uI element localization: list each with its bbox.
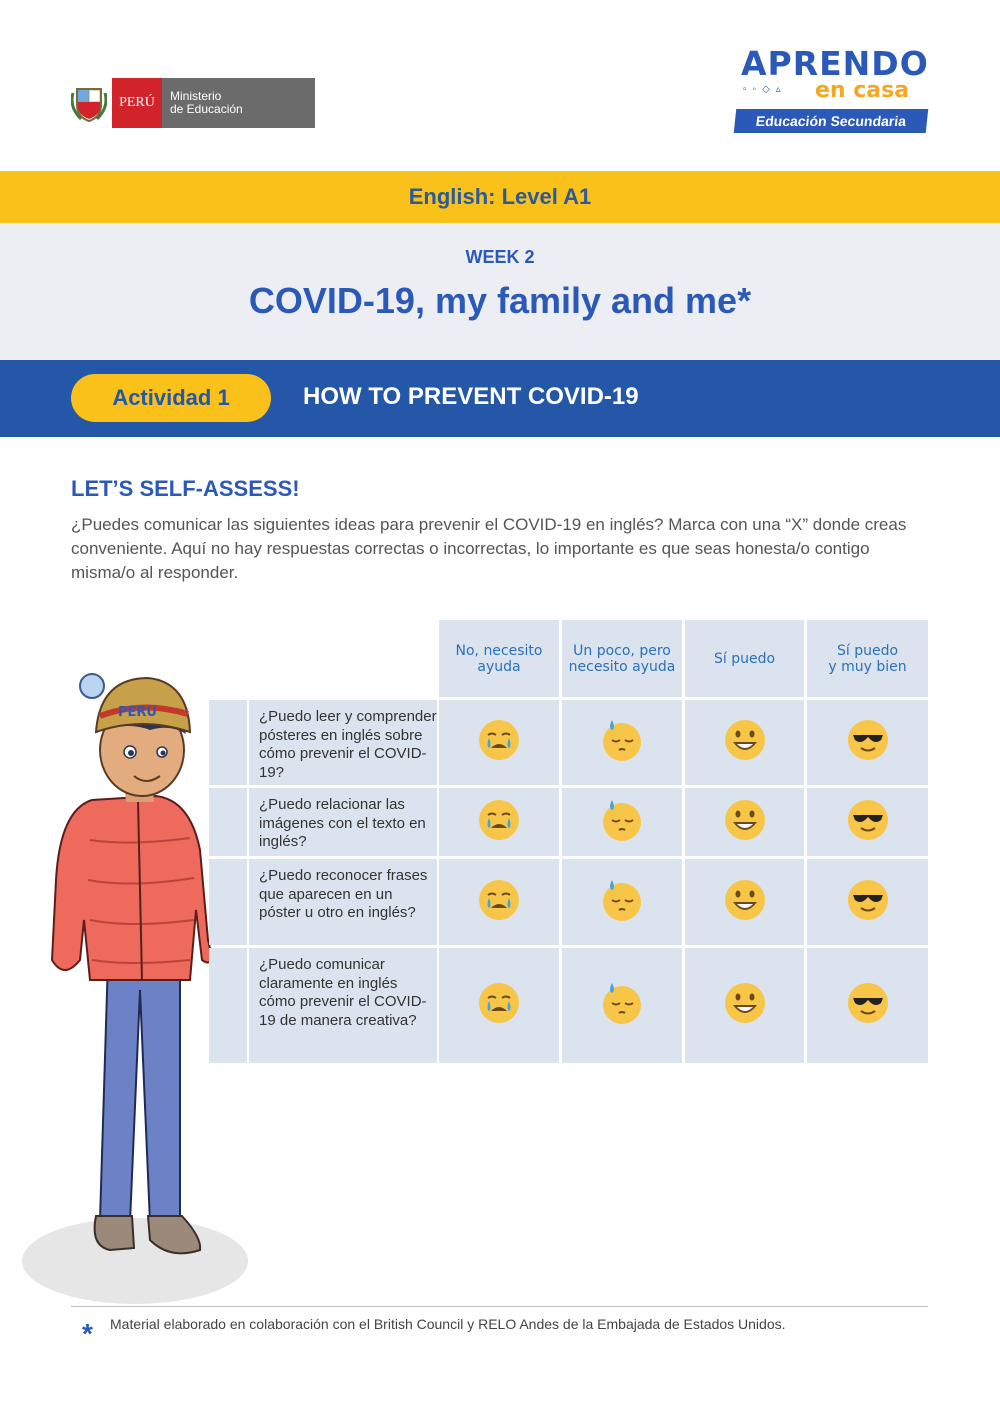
option-cell[interactable] — [685, 948, 804, 1063]
option-cell[interactable] — [562, 859, 682, 945]
activity-pill: Actividad 1 — [71, 374, 271, 422]
question-cell: ¿Puedo relacionar las imágenes con el texto en inglés? — [249, 788, 437, 856]
option-cell[interactable] — [807, 948, 928, 1063]
sunglasses-face-icon — [846, 878, 890, 927]
sunglasses-face-icon — [846, 798, 890, 847]
ministry-label — [162, 78, 315, 128]
column-header — [439, 620, 559, 697]
question-cell: ¿Puedo reconocer frases que aparecen en un póster u otro en inglés? — [249, 859, 437, 945]
activity-title: HOW TO PREVENT COVID-19 — [303, 383, 639, 410]
question-cell: ¿Puedo comunicar claramente en inglés cómo prevenir el COVID-19 de manera creativa? — [249, 948, 437, 1063]
hat-text: PERU — [118, 705, 157, 720]
column-header-line: necesito ayuda — [568, 658, 676, 675]
footer-divider — [71, 1306, 928, 1307]
brand-line-2: en casa — [815, 78, 910, 103]
option-cell[interactable] — [562, 788, 682, 856]
option-cell[interactable] — [439, 859, 559, 945]
row-spacer — [209, 948, 247, 1063]
sweat-face-icon — [600, 798, 644, 847]
brand-line-1: APRENDO — [741, 44, 929, 83]
sunglasses-face-icon — [846, 718, 890, 767]
week-label: WEEK 2 — [465, 247, 535, 267]
smiling-face-icon — [723, 878, 767, 927]
option-cell[interactable] — [685, 700, 804, 785]
sweat-face-icon — [600, 878, 644, 927]
aprendo-en-casa-logo — [735, 44, 930, 139]
brand-tag: Educación Secundaria — [734, 109, 929, 133]
column-header-line: y muy bien — [828, 658, 907, 675]
crying-face-icon — [477, 718, 521, 767]
option-cell[interactable] — [439, 948, 559, 1063]
row-spacer — [209, 700, 247, 785]
smiling-face-icon — [723, 981, 767, 1030]
option-cell[interactable] — [685, 788, 804, 856]
column-header-line: Sí puedo — [836, 642, 899, 659]
column-header-line: Un poco, pero — [573, 642, 671, 659]
ministry-line-1: Ministerio — [170, 89, 222, 103]
option-cell[interactable] — [807, 859, 928, 945]
column-header — [685, 620, 804, 697]
peru-label: PERÚ — [112, 78, 162, 128]
option-cell[interactable] — [807, 700, 928, 785]
footnote: Material elaborado en colaboración con el British Council y RELO Andes de la Embajada de Estados Unidos. — [110, 1316, 786, 1332]
footnote-mark: * — [82, 1318, 93, 1349]
page-title: COVID-19, my family and me* — [248, 280, 752, 321]
self-assessment-table — [209, 620, 928, 1063]
option-cell[interactable] — [439, 788, 559, 856]
minedu-logo — [70, 78, 315, 128]
column-header-line: Sí puedo — [713, 650, 776, 667]
coat-of-arms-icon — [70, 78, 108, 128]
column-header-line: No, necesito — [455, 642, 543, 659]
sweat-face-icon — [600, 981, 644, 1030]
row-spacer — [209, 859, 247, 945]
question-cell: ¿Puedo leer y comprender pósteres en inglés sobre cómo prevenir el COVID-19? — [249, 700, 437, 785]
column-header-line: ayuda — [477, 658, 521, 675]
column-header — [562, 620, 682, 697]
option-cell[interactable] — [807, 788, 928, 856]
sunglasses-face-icon — [846, 981, 890, 1030]
option-cell[interactable] — [439, 700, 559, 785]
crying-face-icon — [477, 981, 521, 1030]
intro-paragraph: ¿Puedes comunicar las siguientes ideas para prevenir el COVID-19 en inglés? Marca con una “X” donde creas conveniente. Aquí no hay respuestas correctas o incorrectas, lo importante es que seas honesta/o contigo misma/o al responder. — [71, 515, 907, 582]
boy-illustration — [30, 660, 230, 1280]
smiling-face-icon — [723, 798, 767, 847]
crying-face-icon — [477, 798, 521, 847]
smiling-face-icon — [723, 718, 767, 767]
brand-shapes-icon: ▫◦◇▵ — [743, 84, 787, 95]
column-header — [807, 620, 928, 697]
course-band: English: Level A1 — [0, 171, 1000, 223]
crying-face-icon — [477, 878, 521, 927]
ministry-line-2: de Educación — [170, 102, 243, 116]
row-spacer — [209, 788, 247, 856]
option-cell[interactable] — [562, 948, 682, 1063]
option-cell[interactable] — [562, 700, 682, 785]
option-cell[interactable] — [685, 859, 804, 945]
section-title: LET’S SELF-ASSESS! — [71, 476, 300, 501]
sweat-face-icon — [600, 718, 644, 767]
